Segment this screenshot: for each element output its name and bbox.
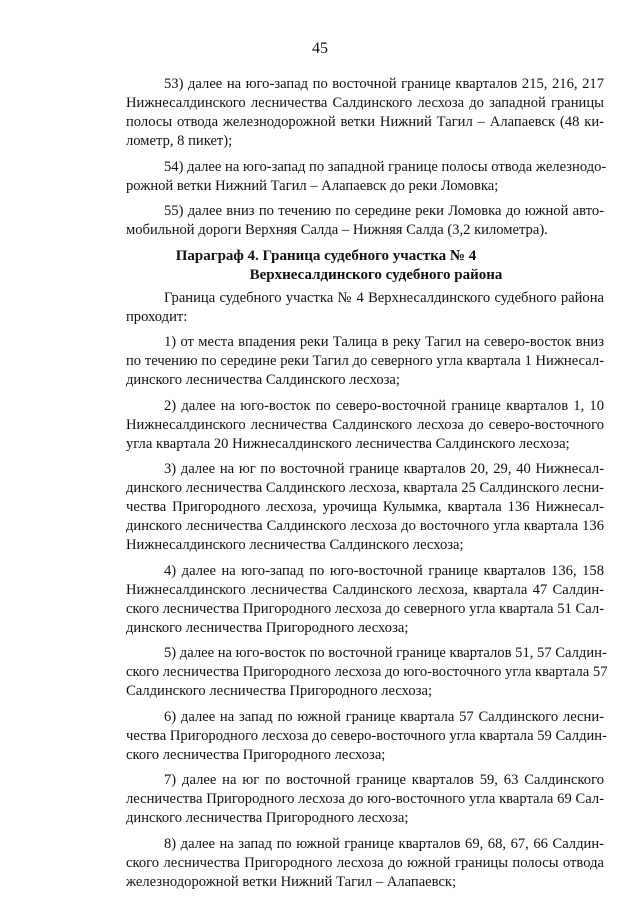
paragraph-line: Нижнесалдинского лесничества Салдинского лесхоза; bbox=[126, 537, 464, 553]
paragraph-line: железнодорожной ветки Нижний Тагил – Алапаевск; bbox=[126, 873, 457, 890]
paragraph-line: динского лесничества Пригородного лесхоза; bbox=[126, 810, 409, 826]
paragraph-line: динского лесничества Салдинского лесхоза до восточного угла квартала 136 bbox=[126, 518, 604, 534]
paragraph-line: динского лесничества Пригородного лесхоза; bbox=[126, 619, 409, 636]
paragraph-line: динского лесничества Салдинского лесхоза; bbox=[126, 372, 400, 388]
paragraph-line: мобильной дороги Верхняя Салда – Нижняя Салда (3,2 километра). bbox=[126, 222, 548, 238]
paragraph bbox=[88, 158, 607, 196]
paragraph-line: 54) далее на юго-запад по западной границе полосы отвода железнодо- bbox=[164, 158, 607, 175]
paragraph-line: лометр, 8 пикет); bbox=[126, 133, 233, 149]
paragraph-line: по течению по середине реки Тагил до северного угла квартала 1 Нижнесал- bbox=[126, 353, 604, 369]
paragraph bbox=[88, 202, 604, 240]
paragraph-line: 7) далее на юг по восточной границе кварталов 59, 63 Салдинского bbox=[164, 772, 604, 788]
paragraph-line: ского лесничества Пригородного лесхоза до северного угла квартала 51 Сал- bbox=[126, 600, 604, 617]
paragraphs-top bbox=[88, 75, 607, 240]
paragraph bbox=[88, 771, 604, 828]
paragraph bbox=[88, 333, 604, 390]
paragraph bbox=[88, 75, 604, 151]
paragraph-line: 1) от места впадения реки Талица в реку Тагил на северо-восток вниз bbox=[164, 334, 604, 350]
paragraph-line: Граница судебного участка № 4 Верхнесалдинского судебного района bbox=[164, 289, 604, 306]
paragraph-line: чества Пригородного лесхоза до северо-восточного угла квартала 59 Салдин- bbox=[126, 727, 607, 744]
paragraph-line: динского лесничества Салдинского лесхоза, квартала 25 Салдинского лесни- bbox=[126, 480, 604, 496]
paragraph bbox=[88, 835, 604, 892]
paragraph-line: 3) далее на юг по восточной границе кварталов 20, 29, 40 Нижнесал- bbox=[164, 461, 604, 477]
paragraph bbox=[88, 289, 604, 327]
paragraph-line: угла квартала 20 Нижнесалдинского лесничества Салдинского лесхоза; bbox=[126, 435, 570, 452]
paragraph-line: Нижнесалдинского лесничества Салдинского лесхоза до северо-восточного bbox=[126, 416, 604, 433]
paragraph-line: 8) далее на запад по южной границе кварталов 69, 68, 67, 66 Салдин- bbox=[164, 835, 604, 852]
paragraph-line: 2) далее на юго-восток по северо-восточной границе кварталов 1, 10 bbox=[164, 397, 604, 414]
paragraphs-bottom bbox=[88, 289, 608, 892]
paragraph-line: 4) далее на юго-запад по юго-восточной границе кварталов 136, 158 bbox=[164, 562, 604, 579]
paragraph-line: ского лесничества Пригородного лесхоза до юго-восточного угла квартала 57 bbox=[126, 664, 608, 680]
paragraph-line: Салдинского лесничества Пригородного лесхоза; bbox=[126, 683, 433, 699]
paragraph-line: чества Пригородного лесхоза, урочища Кулымка, квартала 136 Нижнесал- bbox=[126, 499, 604, 515]
paragraph bbox=[88, 644, 608, 701]
document-body bbox=[88, 75, 608, 898]
paragraph-line: 5) далее на юго-восток по восточной границе кварталов 51, 57 Салдин- bbox=[164, 645, 607, 661]
paragraph bbox=[88, 460, 604, 555]
paragraph bbox=[88, 397, 604, 454]
paragraph-line: рожной ветки Нижний Тагил – Алапаевск до реки Ломовка; bbox=[126, 177, 499, 194]
section-heading-line-2: Верхнесалдинского судебного района bbox=[249, 266, 503, 283]
paragraph-line: ского лесничества Пригородного лесхоза до южной границы полосы отвода bbox=[126, 854, 604, 871]
paragraph-line: проходит: bbox=[126, 308, 188, 325]
section-heading bbox=[88, 247, 604, 285]
paragraph-line: 55) далее вниз по течению по середине реки Ломовка до южной авто- bbox=[164, 203, 604, 219]
paragraph-line: 6) далее на запад по южной границе квартала 57 Салдинского лесни- bbox=[164, 708, 604, 725]
paragraph-line: полосы отвода железнодорожной ветки Нижний Тагил – Алапаевск (48 ки- bbox=[126, 114, 604, 130]
paragraph-line: ского лесничества Пригородного лесхоза; bbox=[126, 746, 386, 763]
paragraph-line: Нижнесалдинского лесничества Салдинского лесхоза до западной границы bbox=[126, 95, 604, 111]
paragraph bbox=[88, 562, 604, 638]
paragraph-line: 53) далее на юго-запад по восточной границе кварталов 215, 216, 217 bbox=[164, 76, 604, 92]
paragraph bbox=[88, 708, 607, 765]
paragraph-line: лесничества Пригородного лесхоза до юго-восточного угла квартала 69 Сал- bbox=[126, 791, 604, 807]
section-heading-line-1: Параграф 4. Граница судебного участка № 4 bbox=[175, 247, 477, 264]
page-number: 45 bbox=[312, 40, 328, 57]
paragraph-line: Нижнесалдинского лесничества Салдинского лесхоза, квартала 47 Салдин- bbox=[126, 581, 604, 598]
